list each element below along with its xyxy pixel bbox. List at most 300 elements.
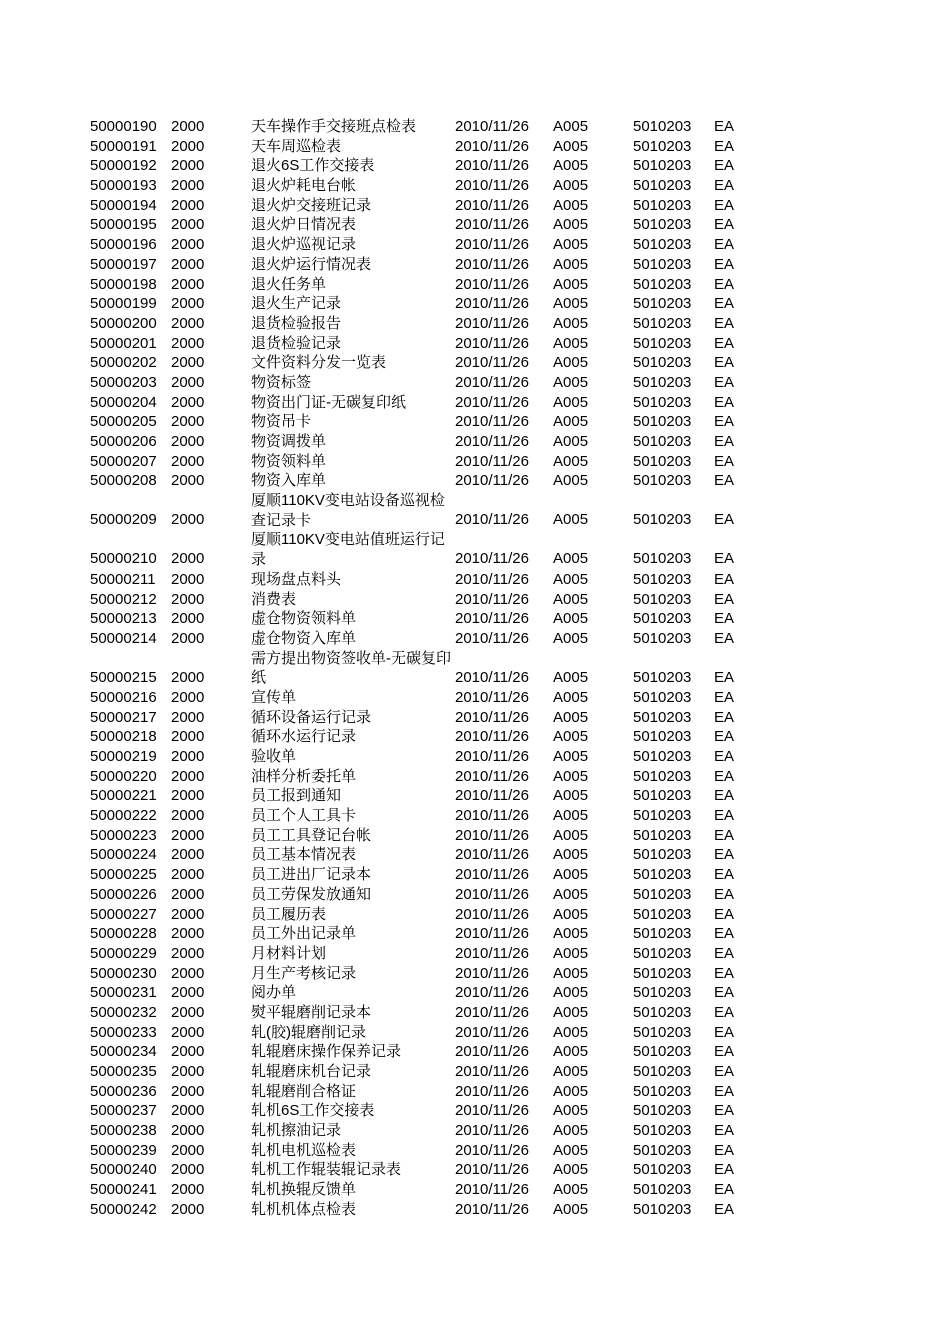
item-id-cell: 50000207 — [90, 452, 157, 470]
table-row — [0, 1179, 950, 1199]
description-cell: 退火6S工作交接表 — [251, 157, 375, 175]
description-cell: 员工进出厂记录本 — [251, 866, 372, 884]
number-cell: 5010203 — [633, 255, 692, 273]
code-cell: A005 — [553, 118, 589, 135]
number-cell: 5010203 — [633, 767, 692, 785]
year-cell: 2000 — [171, 866, 205, 884]
item-id-cell: 50000236 — [90, 1082, 157, 1100]
unit-cell: EA — [714, 354, 735, 372]
date-cell: 2010/11/26 — [455, 570, 529, 588]
description-cell: 退火炉巡视记录 — [251, 236, 357, 254]
number-cell: 5010203 — [633, 787, 692, 805]
table-row — [0, 766, 950, 786]
code-cell: A005 — [553, 767, 589, 785]
table-row — [0, 214, 950, 234]
number-cell: 5010203 — [633, 866, 692, 884]
number-cell: 5010203 — [633, 157, 692, 175]
year-cell: 2000 — [171, 787, 205, 805]
unit-cell: EA — [714, 629, 735, 647]
description-cell: 物资领料单 — [251, 452, 327, 470]
table-row — [0, 293, 950, 313]
code-cell: A005 — [553, 314, 589, 332]
unit-cell: EA — [714, 413, 735, 431]
code-cell: A005 — [553, 905, 589, 923]
unit-cell: EA — [714, 1023, 735, 1041]
number-cell: 5010203 — [633, 688, 692, 706]
year-cell: 2000 — [171, 846, 205, 864]
year-cell: 2000 — [171, 1043, 205, 1061]
item-id-cell: 50000235 — [90, 1063, 157, 1081]
date-cell: 2010/11/26 — [455, 866, 529, 884]
code-cell: A005 — [553, 393, 589, 411]
description-cell: 月生产考核记录 — [251, 964, 357, 982]
table-row — [0, 333, 950, 353]
year-cell: 2000 — [171, 118, 205, 135]
item-id-cell: 50000225 — [90, 866, 157, 884]
number-cell: 5010203 — [633, 826, 692, 844]
description-cell: 退货检验记录 — [251, 334, 342, 352]
date-cell: 2010/11/26 — [455, 708, 529, 726]
date-cell: 2010/11/26 — [455, 787, 529, 805]
code-cell: A005 — [553, 550, 589, 568]
description-cell: 轧机擦油记录 — [251, 1122, 342, 1140]
table-row — [0, 1159, 950, 1179]
year-cell: 2000 — [171, 373, 205, 391]
code-cell: A005 — [553, 1003, 589, 1021]
table-row — [0, 785, 950, 805]
description-cell: 厦顺110KV变电站设备巡视检查记录卡 — [251, 492, 445, 529]
code-cell: A005 — [553, 433, 589, 450]
date-cell: 2010/11/26 — [455, 1102, 529, 1120]
date-cell: 2010/11/26 — [455, 511, 529, 529]
unit-cell: EA — [714, 885, 735, 903]
number-cell: 5010203 — [633, 393, 692, 411]
description-cell: 轧机换辊反馈单 — [251, 1181, 357, 1199]
year-cell: 2000 — [171, 393, 205, 411]
item-id-cell: 50000222 — [90, 807, 157, 825]
code-cell: A005 — [553, 984, 589, 1002]
year-cell: 2000 — [171, 748, 205, 766]
description-cell: 虚仓物资领料单 — [251, 610, 357, 628]
table-row — [0, 451, 950, 471]
table-row — [0, 254, 950, 274]
unit-cell: EA — [714, 550, 735, 568]
item-id-cell: 50000218 — [90, 728, 157, 746]
number-cell: 5010203 — [633, 748, 692, 766]
unit-cell: EA — [714, 137, 735, 155]
code-cell: A005 — [553, 688, 589, 706]
item-id-cell: 50000203 — [90, 373, 157, 391]
unit-cell: EA — [714, 1122, 735, 1140]
code-cell: A005 — [553, 668, 589, 686]
unit-cell: EA — [714, 866, 735, 884]
unit-cell: EA — [714, 610, 735, 628]
unit-cell: EA — [714, 590, 735, 608]
code-cell: A005 — [553, 373, 589, 391]
date-cell: 2010/11/26 — [455, 728, 529, 746]
code-cell: A005 — [553, 1102, 589, 1120]
date-cell: 2010/11/26 — [455, 472, 529, 490]
code-cell: A005 — [553, 1200, 589, 1218]
year-cell: 2000 — [171, 570, 205, 588]
number-cell: 5010203 — [633, 433, 692, 450]
number-cell: 5010203 — [633, 354, 692, 372]
date-cell: 2010/11/26 — [455, 1200, 529, 1218]
date-cell: 2010/11/26 — [455, 1181, 529, 1199]
number-cell: 5010203 — [633, 216, 692, 234]
date-cell: 2010/11/26 — [455, 196, 529, 214]
table-row — [0, 136, 950, 156]
code-cell: A005 — [553, 334, 589, 352]
table-row — [0, 274, 950, 294]
description-cell: 虚仓物资入库单 — [251, 629, 357, 647]
description-cell: 需方提出物资签收单-无碳复印纸 — [251, 649, 451, 687]
item-id-cell: 50000238 — [90, 1122, 157, 1140]
item-id-cell: 50000217 — [90, 708, 157, 726]
code-cell: A005 — [553, 472, 589, 490]
year-cell: 2000 — [171, 1200, 205, 1218]
number-cell: 5010203 — [633, 905, 692, 923]
item-id-cell: 50000196 — [90, 236, 157, 254]
unit-cell: EA — [714, 177, 735, 195]
item-id-cell: 50000237 — [90, 1102, 157, 1120]
description-cell: 退火生产记录 — [251, 295, 342, 313]
year-cell: 2000 — [171, 944, 205, 962]
number-cell: 5010203 — [633, 472, 692, 490]
table-row — [0, 431, 950, 451]
number-cell: 5010203 — [633, 570, 692, 588]
item-id-cell: 50000224 — [90, 846, 157, 864]
number-cell: 5010203 — [633, 1003, 692, 1021]
item-id-cell: 50000223 — [90, 826, 157, 844]
item-id-cell: 50000216 — [90, 688, 157, 706]
description-cell: 物资标签 — [251, 373, 312, 391]
code-cell: A005 — [553, 610, 589, 628]
table-row — [0, 392, 950, 412]
code-cell: A005 — [553, 964, 589, 982]
description-cell: 熨平辊磨削记录本 — [251, 1003, 372, 1021]
date-cell: 2010/11/26 — [455, 177, 529, 195]
number-cell: 5010203 — [633, 452, 692, 470]
table-row — [0, 982, 950, 1002]
item-id-cell: 50000219 — [90, 748, 157, 766]
table-row — [0, 1081, 950, 1101]
year-cell: 2000 — [171, 413, 205, 431]
unit-cell: EA — [714, 393, 735, 411]
item-id-cell: 50000226 — [90, 885, 157, 903]
year-cell: 2000 — [171, 1141, 205, 1159]
item-id-cell: 50000230 — [90, 964, 157, 982]
unit-cell: EA — [714, 925, 735, 943]
date-cell: 2010/11/26 — [455, 668, 529, 686]
code-cell: A005 — [553, 354, 589, 372]
description-cell: 员工履历表 — [251, 905, 327, 923]
year-cell: 2000 — [171, 295, 205, 313]
code-cell: A005 — [553, 728, 589, 746]
table-row — [0, 844, 950, 864]
date-cell: 2010/11/26 — [455, 846, 529, 864]
year-cell: 2000 — [171, 511, 205, 529]
table-row — [0, 490, 950, 529]
item-id-cell: 50000208 — [90, 472, 157, 490]
unit-cell: EA — [714, 984, 735, 1002]
unit-cell: EA — [714, 668, 735, 686]
code-cell: A005 — [553, 236, 589, 254]
table-row — [0, 589, 950, 609]
unit-cell: EA — [714, 846, 735, 864]
code-cell: A005 — [553, 137, 589, 155]
table-row — [0, 116, 950, 136]
unit-cell: EA — [714, 1181, 735, 1199]
description-cell: 阅办单 — [251, 984, 297, 1002]
date-cell: 2010/11/26 — [455, 118, 529, 135]
item-id-cell: 50000239 — [90, 1141, 157, 1159]
code-cell: A005 — [553, 216, 589, 234]
year-cell: 2000 — [171, 885, 205, 903]
item-id-cell: 50000202 — [90, 354, 157, 372]
unit-cell: EA — [714, 314, 735, 332]
description-cell: 员工基本情况表 — [251, 846, 357, 864]
item-id-cell: 50000220 — [90, 767, 157, 785]
date-cell: 2010/11/26 — [455, 748, 529, 766]
item-id-cell: 50000234 — [90, 1043, 157, 1061]
description-cell: 天车操作手交接班点检表 — [251, 118, 417, 135]
table-row — [0, 529, 950, 568]
code-cell: A005 — [553, 511, 589, 529]
number-cell: 5010203 — [633, 807, 692, 825]
code-cell: A005 — [553, 708, 589, 726]
unit-cell: EA — [714, 1082, 735, 1100]
unit-cell: EA — [714, 1141, 735, 1159]
code-cell: A005 — [553, 1063, 589, 1081]
number-cell: 5010203 — [633, 925, 692, 943]
unit-cell: EA — [714, 826, 735, 844]
table-row — [0, 608, 950, 628]
year-cell: 2000 — [171, 1082, 205, 1100]
item-id-cell: 50000195 — [90, 216, 157, 234]
table-row — [0, 1022, 950, 1042]
unit-cell: EA — [714, 216, 735, 234]
date-cell: 2010/11/26 — [455, 984, 529, 1002]
description-cell: 员工报到通知 — [251, 787, 342, 805]
description-cell: 现场盘点料头 — [251, 570, 342, 588]
date-cell: 2010/11/26 — [455, 275, 529, 293]
item-id-cell: 50000228 — [90, 925, 157, 943]
year-cell: 2000 — [171, 1122, 205, 1140]
table-row — [0, 805, 950, 825]
number-cell: 5010203 — [633, 629, 692, 647]
item-id-cell: 50000205 — [90, 413, 157, 431]
unit-cell: EA — [714, 570, 735, 588]
number-cell: 5010203 — [633, 1181, 692, 1199]
description-cell: 循环设备运行记录 — [251, 708, 372, 726]
code-cell: A005 — [553, 1161, 589, 1179]
code-cell: A005 — [553, 1122, 589, 1140]
code-cell: A005 — [553, 1181, 589, 1199]
code-cell: A005 — [553, 196, 589, 214]
code-cell: A005 — [553, 177, 589, 195]
code-cell: A005 — [553, 413, 589, 431]
table-row — [0, 904, 950, 924]
number-cell: 5010203 — [633, 1082, 692, 1100]
number-cell: 5010203 — [633, 275, 692, 293]
table-row — [0, 864, 950, 884]
number-cell: 5010203 — [633, 1063, 692, 1081]
description-cell: 天车周巡检表 — [251, 137, 342, 155]
description-cell: 退火炉耗电台帐 — [251, 177, 357, 195]
item-id-cell: 50000221 — [90, 787, 157, 805]
year-cell: 2000 — [171, 925, 205, 943]
date-cell: 2010/11/26 — [455, 314, 529, 332]
date-cell: 2010/11/26 — [455, 550, 529, 568]
date-cell: 2010/11/26 — [455, 354, 529, 372]
code-cell: A005 — [553, 255, 589, 273]
year-cell: 2000 — [171, 157, 205, 175]
year-cell: 2000 — [171, 137, 205, 155]
description-cell: 轧机6S工作交接表 — [251, 1102, 375, 1120]
item-id-cell: 50000200 — [90, 314, 157, 332]
number-cell: 5010203 — [633, 177, 692, 195]
year-cell: 2000 — [171, 472, 205, 490]
number-cell: 5010203 — [633, 511, 692, 529]
date-cell: 2010/11/26 — [455, 137, 529, 155]
code-cell: A005 — [553, 807, 589, 825]
table-row — [0, 411, 950, 431]
description-cell: 退货检验报告 — [251, 314, 342, 332]
item-id-cell: 50000227 — [90, 905, 157, 923]
table-row — [0, 1041, 950, 1061]
item-id-cell: 50000198 — [90, 275, 157, 293]
year-cell: 2000 — [171, 196, 205, 214]
number-cell: 5010203 — [633, 334, 692, 352]
table-row — [0, 707, 950, 727]
year-cell: 2000 — [171, 1181, 205, 1199]
date-cell: 2010/11/26 — [455, 767, 529, 785]
year-cell: 2000 — [171, 550, 205, 568]
number-cell: 5010203 — [633, 295, 692, 313]
date-cell: 2010/11/26 — [455, 629, 529, 647]
code-cell: A005 — [553, 787, 589, 805]
date-cell: 2010/11/26 — [455, 905, 529, 923]
date-cell: 2010/11/26 — [455, 255, 529, 273]
number-cell: 5010203 — [633, 964, 692, 982]
table-row — [0, 726, 950, 746]
unit-cell: EA — [714, 275, 735, 293]
table-row — [0, 963, 950, 983]
unit-cell: EA — [714, 944, 735, 962]
code-cell: A005 — [553, 846, 589, 864]
table-row — [0, 825, 950, 845]
table-row — [0, 648, 950, 687]
description-cell: 员工工具登记台帐 — [251, 826, 372, 844]
number-cell: 5010203 — [633, 885, 692, 903]
item-id-cell: 50000209 — [90, 511, 157, 529]
date-cell: 2010/11/26 — [455, 807, 529, 825]
date-cell: 2010/11/26 — [455, 216, 529, 234]
number-cell: 5010203 — [633, 708, 692, 726]
date-cell: 2010/11/26 — [455, 1122, 529, 1140]
number-cell: 5010203 — [633, 610, 692, 628]
item-id-cell: 50000213 — [90, 610, 157, 628]
table-row — [0, 1140, 950, 1160]
unit-cell: EA — [714, 196, 735, 214]
date-cell: 2010/11/26 — [455, 826, 529, 844]
code-cell: A005 — [553, 629, 589, 647]
item-id-cell: 50000194 — [90, 196, 157, 214]
date-cell: 2010/11/26 — [455, 1082, 529, 1100]
unit-cell: EA — [714, 1200, 735, 1218]
date-cell: 2010/11/26 — [455, 236, 529, 254]
date-cell: 2010/11/26 — [455, 688, 529, 706]
table-row — [0, 372, 950, 392]
item-id-cell: 50000214 — [90, 629, 157, 647]
description-cell: 退火炉交接班记录 — [251, 196, 372, 214]
table-row — [0, 313, 950, 333]
year-cell: 2000 — [171, 1063, 205, 1081]
number-cell: 5010203 — [633, 196, 692, 214]
year-cell: 2000 — [171, 964, 205, 982]
year-cell: 2000 — [171, 354, 205, 372]
date-cell: 2010/11/26 — [455, 885, 529, 903]
item-id-cell: 50000197 — [90, 255, 157, 273]
description-cell: 员工劳保发放通知 — [251, 885, 372, 903]
year-cell: 2000 — [171, 433, 205, 450]
year-cell: 2000 — [171, 216, 205, 234]
code-cell: A005 — [553, 1023, 589, 1041]
unit-cell: EA — [714, 511, 735, 529]
description-cell: 轧(胶)辊磨削记录 — [251, 1023, 366, 1041]
item-id-cell: 50000229 — [90, 944, 157, 962]
unit-cell: EA — [714, 236, 735, 254]
unit-cell: EA — [714, 472, 735, 490]
date-cell: 2010/11/26 — [455, 1063, 529, 1081]
year-cell: 2000 — [171, 688, 205, 706]
number-cell: 5010203 — [633, 984, 692, 1002]
number-cell: 5010203 — [633, 1043, 692, 1061]
date-cell: 2010/11/26 — [455, 433, 529, 450]
number-cell: 5010203 — [633, 1122, 692, 1140]
table-row — [0, 569, 950, 589]
description-cell: 循环水运行记录 — [251, 728, 357, 746]
year-cell: 2000 — [171, 807, 205, 825]
code-cell: A005 — [553, 452, 589, 470]
year-cell: 2000 — [171, 1023, 205, 1041]
number-cell: 5010203 — [633, 118, 692, 135]
code-cell: A005 — [553, 826, 589, 844]
item-id-cell: 50000212 — [90, 590, 157, 608]
item-id-cell: 50000215 — [90, 668, 157, 686]
code-cell: A005 — [553, 590, 589, 608]
date-cell: 2010/11/26 — [455, 1043, 529, 1061]
number-cell: 5010203 — [633, 668, 692, 686]
unit-cell: EA — [714, 688, 735, 706]
number-cell: 5010203 — [633, 1023, 692, 1041]
year-cell: 2000 — [171, 1003, 205, 1021]
unit-cell: EA — [714, 905, 735, 923]
item-id-cell: 50000201 — [90, 334, 157, 352]
code-cell: A005 — [553, 157, 589, 175]
item-id-cell: 50000192 — [90, 157, 157, 175]
table-row — [0, 923, 950, 943]
table-row — [0, 352, 950, 372]
table-row — [0, 1002, 950, 1022]
code-cell: A005 — [553, 925, 589, 943]
table-row — [0, 1120, 950, 1140]
description-cell: 轧辊磨床操作保养记录 — [251, 1043, 402, 1061]
item-id-cell: 50000206 — [90, 433, 157, 450]
number-cell: 5010203 — [633, 413, 692, 431]
table-row — [0, 175, 950, 195]
